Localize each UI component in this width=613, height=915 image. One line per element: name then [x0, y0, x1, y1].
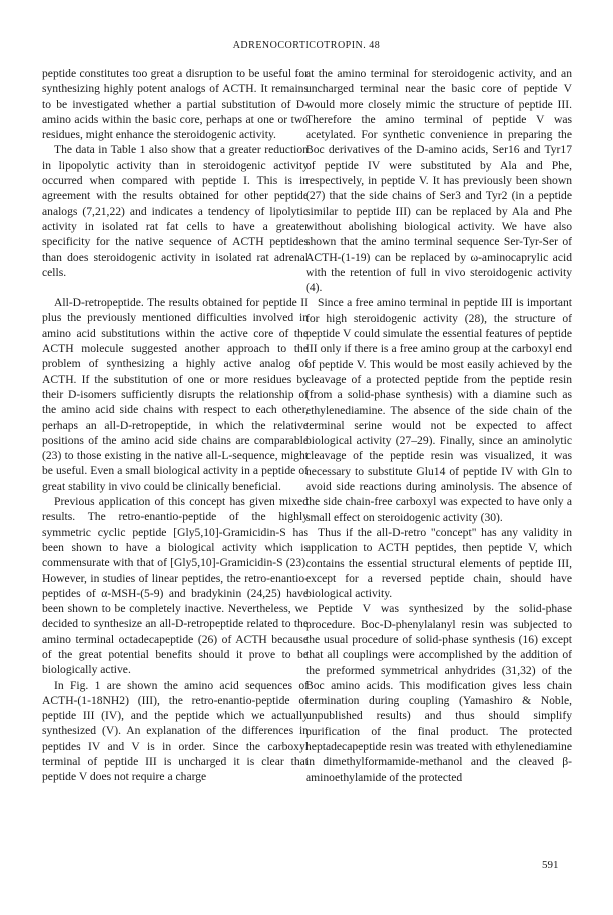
paragraph: In Fig. 1 are shown the amino acid sequences of ACTH-(1-18NH2) (III), the retro-enantio-peptide of peptide III (IV), and the peptide which we actually synthesized (V). An explanation of the differences in peptides IV and V is in order. Since the carboxyl terminal of peptide III is uncharged it is clear that peptide V does not require a charge	[42, 678, 308, 784]
paragraph: Peptide V was synthesized by the solid-phase procedure. Boc-D-phenylalanyl resin was subjected to the usual procedure of solid-phase synthesis (16) except that all couplings were accomplished by the addition of the preformed symmetrical anhydrides (31,32) of the Boc amino acids. This modification gives less chain termination during coupling (Yamashiro & Noble, unpublished results) and thus should simplify purification of the final product. The protected heptadecapeptide resin was treated with ethylenediamine in dimethylformamide-methanol and the cleaved β-aminoethylamide of the protected	[306, 602, 572, 784]
paragraph: All-D-retropeptide. The results obtained for peptide II plus the previously mentioned difficulties involved in amino acid substitutions within the active core of the ACTH molecule suggested another approach to the problem of synthesizing a highly active analog of ACTH. If the substitution of one or more residues by their D-isomers sufficiently disrupts the relationship of the amino acid side chains with respect to each other, perhaps an all-D-retropeptide, in which the relative positions of the amino acid side chains are comparable (23) to those existing in the native all-L-sequence, might be useful. Even a small biological activity in a peptide of great stability in vivo could be clinically beneficial.	[42, 296, 308, 493]
running-head: ADRENOCORTICOTROPIN. 48	[232, 40, 381, 51]
paragraph: peptide constitutes too great a disruption to be useful for synthesizing highly potent analogs of ACTH. It remains to be investigated whether a partial substitution of D-amino acids within the basic core, perhaps at one or two residues, might enhance the steroidogenic activity.	[42, 67, 308, 142]
paragraph: at the amino terminal for steroidogenic activity, and an uncharged terminal near the basic core of peptide V would more closely mimic the structure of peptide III. Therefore the amino terminal of peptide V was acetylated. For synthetic convenience in preparing the Boc derivatives of the D-amino acids, Ser16 and Tyr17 of peptide IV were substituted by Ala and Phe, respectively, in peptide V. It has previously been shown (27) that the side chains of Ser3 and Tyr2 (in a peptide similar to peptide III) can be replaced by Ala and Phe without abolishing biological activity. We have also shown that the amino terminal sequence Ser-Tyr-Ser of ACTH-(1-19) can be replaced by ω-aminocaprylic acid with the retention of full in vivo steroidogenic activity (4).	[306, 67, 572, 295]
paragraph: Since a free amino terminal in peptide III is important for high steroidogenic activity (28), the structure of peptide V could simulate the essential features of peptide III only if there is a free amino group at the carboxyl end of peptide V. This would be most easily achieved by the cleavage of a protected peptide from the peptide resin (from a solid-phase synthesis) with a diamine such as ethylenediamine. The absence of the side chain of the terminal serine would not be expected to affect biological activity (27–29). Finally, since an aminolytic cleavage of the peptide resin was visualized, it was necessary to substitute Glu14 of peptide IV with Gln to avoid side reactions during aminolysis. The absence of the side chain-free carboxyl was expected to have only a small effect on steroidogenic activity (30).	[306, 296, 572, 524]
right-column	[306, 66, 572, 785]
left-column	[42, 66, 308, 785]
paragraph: Thus if the all-D-retro "concept" has any validity in application to ACTH peptides, then peptide V, which contains the essential structural elements of peptide III, except for a reversed peptide chain, should have biological activity.	[306, 525, 572, 601]
paragraph: Previous application of this concept has given mixed results. The retro-enantio-peptide of the highly symmetric cyclic peptide [Gly5,10]-Gramicidin-S has been shown to have a biological activity which is commensurate with that of [Gly5,10]-Gramicidin-S (23). However, in studies of linear peptides, the retro-enantio-peptides of α-MSH-(5-9) and bradykinin (24,25) have been shown to be completely inactive. Nevertheless, we decided to synthesize an all-D-retropeptide related to the amino terminal octadecapeptide (26) of ACTH because of the great potential benefits should it prove to be biologically active.	[42, 495, 308, 677]
page-number: 591	[542, 859, 559, 871]
paragraph: The data in Table 1 also show that a greater reduction in lipopolytic activity than in steroidogenic activity occurred when compared with peptide I. This is in agreement with the results obtained for other peptide analogs (7,21,22) and indicates a tendency of lipolytic activity in isolated rat fat cells to have a greater specificity for the native sequence of ACTH peptides than does steroidogenic activity in isolated rat adrenal cells.	[42, 143, 308, 279]
